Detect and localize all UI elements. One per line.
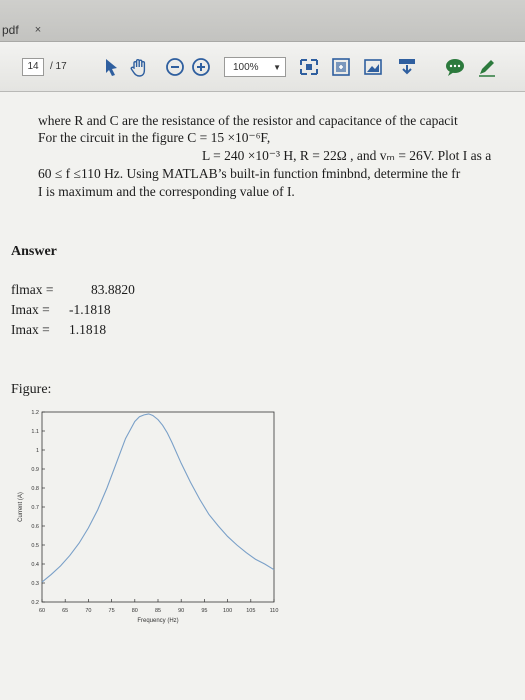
tab-pdf[interactable] [0,18,62,42]
y-tick-label: 0.7 [31,505,39,511]
x-tick-label: 110 [269,608,279,614]
y-tick-label: 0.6 [31,524,39,530]
hand-tool-icon[interactable] [128,56,150,78]
x-tick-label: 70 [85,608,92,614]
y-tick-label: 0.3 [31,581,39,587]
x-tick-label: 105 [246,608,256,614]
image-icon[interactable] [362,56,384,78]
x-axis-label: Frequency (Hz) [137,618,179,624]
tab-label: pdf [2,23,19,37]
fit-page-icon[interactable] [298,56,320,78]
plot-area [42,412,274,602]
y-tick-label: 0.5 [31,543,39,549]
x-tick-label: 80 [131,608,138,614]
series-line [42,414,274,582]
x-tick-label: 85 [154,608,162,614]
problem-line-2: For the circuit in the figure C = 15 ×10⁻⁶F, [38,130,271,145]
current-vs-frequency-chart [0,404,300,629]
problem-line-3: L = 240 ×10⁻³ H, R = 22Ω , and vₘ = 26V. Plot I as a [202,148,492,163]
x-tick-label: 100 [223,608,233,614]
y-tick-label: 0.9 [31,467,39,473]
y-tick-label: 1.1 [31,429,39,435]
answer-key: Imax = [11,302,50,317]
x-tick-label: 60 [38,608,46,614]
answer-key: Imax = [11,322,50,337]
comment-icon[interactable] [444,56,466,78]
y-tick-label: 0.8 [31,486,39,492]
page-total: / 17 [50,61,67,72]
problem-line-5: I is maximum and the corresponding value of I. [38,184,295,199]
answer-key: flmax = [11,282,54,297]
zoom-out-icon[interactable] [164,56,186,78]
answer-value: 83.8820 [91,282,135,297]
y-tick-label: 1 [35,448,39,454]
tab-strip [0,0,525,42]
answer-row [11,282,135,298]
answer-heading: Answer [11,244,57,259]
x-tick-label: 90 [178,608,185,614]
export-icon[interactable] [330,56,352,78]
pdf-page [0,92,525,700]
y-tick-label: 0.2 [31,600,39,606]
answer-row [11,322,107,338]
tab-close-icon[interactable]: × [34,24,42,36]
chevron-down-icon: ▼ [273,63,281,72]
problem-line-4: 60 ≤ f ≤110 Hz. Using MATLAB’s built-in function fminbnd, determine the fr [38,166,461,181]
page-number-input[interactable]: 14 [22,58,44,76]
answer-value: -1.1818 [69,302,111,317]
x-tick-label: 95 [201,608,208,614]
answer-row [11,302,111,318]
y-tick-label: 1.2 [31,410,39,416]
x-tick-label: 75 [108,608,115,614]
answer-value: 1.1818 [69,322,107,337]
zoom-value: 100% [233,61,259,73]
y-axis-label: Current (A) [18,492,24,522]
pointer-icon[interactable] [100,56,122,78]
pdf-toolbar [0,42,525,92]
zoom-select[interactable] [224,57,286,77]
x-tick-label: 65 [62,608,69,614]
y-tick-label: 0.4 [31,562,39,568]
download-icon[interactable] [396,56,418,78]
problem-line-1: where R and C are the resistance of the resistor and capacitance of the capacit [38,113,458,128]
pencil-icon[interactable] [476,56,498,78]
zoom-in-icon[interactable] [190,56,212,78]
figure-heading: Figure: [11,382,52,397]
